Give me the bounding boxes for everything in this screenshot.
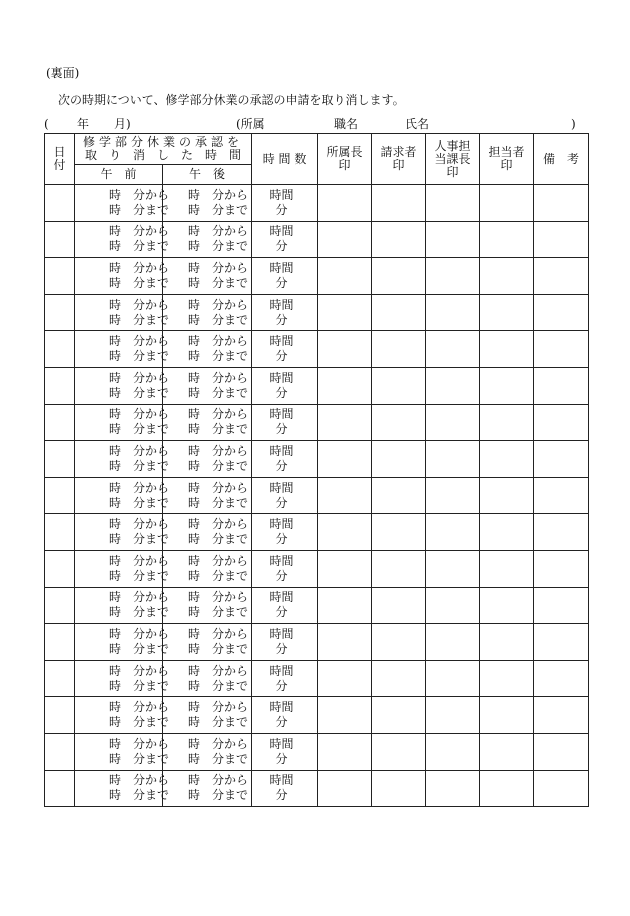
pm-time-cell[interactable]: 時 分から 時 分まで [163, 294, 252, 331]
staff-seal-cell[interactable] [480, 514, 534, 551]
table-row [45, 221, 589, 258]
applicant-info-line [44, 117, 588, 132]
am-time-cell[interactable]: 時 分から 時 分まで [75, 477, 163, 514]
am-time-cell[interactable]: 時 分から 時 分まで [75, 404, 163, 441]
dept-head-seal-cell[interactable] [318, 221, 372, 258]
hr-head-seal-cell[interactable] [426, 258, 480, 295]
staff-seal-cell[interactable] [480, 550, 534, 587]
requester-seal-cell[interactable] [372, 550, 426, 587]
cancellation-table [44, 133, 589, 807]
hr-head-seal-cell[interactable] [426, 770, 480, 807]
am-time-cell[interactable]: 時 分から 時 分まで [75, 514, 163, 551]
header-am: 午 前 [75, 165, 163, 185]
am-time-cell[interactable]: 時 分から 時 分まで [75, 733, 163, 770]
am-time-cell[interactable]: 時 分から 時 分まで [75, 258, 163, 295]
remarks-cell[interactable] [534, 477, 589, 514]
hr-head-seal-cell[interactable] [426, 404, 480, 441]
staff-seal-cell[interactable] [480, 441, 534, 478]
remarks-cell[interactable] [534, 367, 589, 404]
header-hours: 時 間 数 [252, 134, 318, 185]
am-time-cell[interactable]: 時 分から 時 分まで [75, 331, 163, 368]
table-row [45, 587, 589, 624]
remarks-cell[interactable] [534, 185, 589, 222]
hr-head-seal-cell[interactable] [426, 587, 480, 624]
date-cell[interactable] [45, 221, 75, 258]
staff-seal-cell[interactable] [480, 770, 534, 807]
pm-time-cell[interactable]: 時 分から 時 分まで [163, 770, 252, 807]
table-row [45, 514, 589, 551]
hr-head-seal-cell[interactable] [426, 733, 480, 770]
meta-name: 氏名 [405, 117, 430, 131]
requester-seal-cell[interactable] [372, 733, 426, 770]
requester-seal-cell[interactable] [372, 441, 426, 478]
hours-cell[interactable]: 時間 分 [252, 258, 318, 295]
am-time-cell[interactable]: 時 分から 時 分まで [75, 770, 163, 807]
meta-open-paren: ( [44, 117, 49, 131]
staff-seal-cell[interactable] [480, 477, 534, 514]
date-cell[interactable] [45, 258, 75, 295]
hr-head-seal-cell[interactable] [426, 514, 480, 551]
hours-cell[interactable]: 時間 分 [252, 367, 318, 404]
staff-seal-cell[interactable] [480, 185, 534, 222]
hours-cell[interactable]: 時間 分 [252, 331, 318, 368]
dept-head-seal-cell[interactable] [318, 258, 372, 295]
pm-time-cell[interactable]: 時 分から 時 分まで [163, 441, 252, 478]
hours-cell[interactable]: 時間 分 [252, 514, 318, 551]
requester-seal-cell[interactable] [372, 660, 426, 697]
requester-seal-cell[interactable] [372, 258, 426, 295]
table-row [45, 258, 589, 295]
am-time-cell[interactable]: 時 分から 時 分まで [75, 697, 163, 734]
requester-seal-cell[interactable] [372, 404, 426, 441]
am-time-cell[interactable]: 時 分から 時 分まで [75, 185, 163, 222]
header-dept-head: 所属長 印 [318, 134, 372, 185]
date-cell[interactable] [45, 624, 75, 661]
date-cell[interactable] [45, 697, 75, 734]
am-time-cell[interactable]: 時 分から 時 分まで [75, 624, 163, 661]
dept-head-seal-cell[interactable] [318, 770, 372, 807]
am-time-cell[interactable]: 時 分から 時 分まで [75, 587, 163, 624]
date-cell[interactable] [45, 441, 75, 478]
date-cell[interactable] [45, 770, 75, 807]
pm-time-cell[interactable]: 時 分から 時 分まで [163, 587, 252, 624]
date-cell[interactable] [45, 294, 75, 331]
dept-head-seal-cell[interactable] [318, 477, 372, 514]
table-row [45, 185, 589, 222]
remarks-cell[interactable] [534, 514, 589, 551]
dept-head-seal-cell[interactable] [318, 624, 372, 661]
hours-cell[interactable]: 時間 分 [252, 660, 318, 697]
am-time-cell[interactable]: 時 分から 時 分まで [75, 550, 163, 587]
intro-text: 次の時期について、修学部分休業の承認の申請を取り消します。 [58, 93, 405, 107]
remarks-cell[interactable] [534, 697, 589, 734]
am-time-cell[interactable]: 時 分から 時 分まで [75, 294, 163, 331]
remarks-cell[interactable] [534, 294, 589, 331]
am-time-cell[interactable]: 時 分から 時 分まで [75, 660, 163, 697]
dept-head-seal-cell[interactable] [318, 733, 372, 770]
requester-seal-cell[interactable] [372, 331, 426, 368]
hr-head-seal-cell[interactable] [426, 294, 480, 331]
dept-head-seal-cell[interactable] [318, 441, 372, 478]
requester-seal-cell[interactable] [372, 367, 426, 404]
pm-time-cell[interactable]: 時 分から 時 分まで [163, 660, 252, 697]
hr-head-seal-cell[interactable] [426, 331, 480, 368]
hours-cell[interactable]: 時間 分 [252, 587, 318, 624]
remarks-cell[interactable] [534, 660, 589, 697]
requester-seal-cell[interactable] [372, 514, 426, 551]
hours-cell[interactable]: 時間 分 [252, 733, 318, 770]
requester-seal-cell[interactable] [372, 221, 426, 258]
staff-seal-cell[interactable] [480, 367, 534, 404]
hr-head-seal-cell[interactable] [426, 477, 480, 514]
hours-cell[interactable]: 時間 分 [252, 477, 318, 514]
requester-seal-cell[interactable] [372, 624, 426, 661]
header-pm: 午 後 [163, 165, 252, 185]
hours-cell[interactable]: 時間 分 [252, 770, 318, 807]
staff-seal-cell[interactable] [480, 221, 534, 258]
date-cell[interactable] [45, 587, 75, 624]
hr-head-seal-cell[interactable] [426, 550, 480, 587]
pm-time-cell[interactable]: 時 分から 時 分まで [163, 477, 252, 514]
dept-head-seal-cell[interactable] [318, 367, 372, 404]
hr-head-seal-cell[interactable] [426, 660, 480, 697]
header-requester: 請求者 印 [372, 134, 426, 185]
date-cell[interactable] [45, 477, 75, 514]
remarks-cell[interactable] [534, 624, 589, 661]
date-cell[interactable] [45, 733, 75, 770]
requester-seal-cell[interactable] [372, 770, 426, 807]
dept-head-seal-cell[interactable] [318, 587, 372, 624]
header-date: 日 付 [45, 134, 75, 185]
hr-head-seal-cell[interactable] [426, 441, 480, 478]
staff-seal-cell[interactable] [480, 331, 534, 368]
remarks-cell[interactable] [534, 441, 589, 478]
table-row [45, 404, 589, 441]
header-period: 修学部分休業の承認を 取 り 消 し た 時 間 [75, 134, 252, 165]
table-row [45, 624, 589, 661]
date-cell[interactable] [45, 550, 75, 587]
meta-close-paren: ) [571, 117, 576, 131]
table-row [45, 770, 589, 807]
remarks-cell[interactable] [534, 733, 589, 770]
remarks-cell[interactable] [534, 770, 589, 807]
hr-head-seal-cell[interactable] [426, 185, 480, 222]
hours-cell[interactable]: 時間 分 [252, 697, 318, 734]
page-title: (裏面) [46, 66, 80, 80]
pm-time-cell[interactable]: 時 分から 時 分まで [163, 221, 252, 258]
hours-cell[interactable]: 時間 分 [252, 441, 318, 478]
date-cell[interactable] [45, 367, 75, 404]
meta-position: 職名 [334, 117, 359, 131]
date-cell[interactable] [45, 185, 75, 222]
table-row [45, 441, 589, 478]
hours-cell[interactable]: 時間 分 [252, 185, 318, 222]
remarks-cell[interactable] [534, 221, 589, 258]
am-time-cell[interactable]: 時 分から 時 分まで [75, 221, 163, 258]
date-cell[interactable] [45, 331, 75, 368]
meta-month: 月) [114, 117, 131, 131]
header-hr-head: 人事担 当課長 印 [426, 134, 480, 185]
requester-seal-cell[interactable] [372, 697, 426, 734]
dept-head-seal-cell[interactable] [318, 550, 372, 587]
pm-time-cell[interactable]: 時 分から 時 分まで [163, 258, 252, 295]
hours-cell[interactable]: 時間 分 [252, 404, 318, 441]
hr-head-seal-cell[interactable] [426, 367, 480, 404]
remarks-cell[interactable] [534, 587, 589, 624]
staff-seal-cell[interactable] [480, 660, 534, 697]
header-remarks: 備 考 [534, 134, 589, 185]
pm-time-cell[interactable]: 時 分から 時 分まで [163, 624, 252, 661]
header-staff: 担当者 印 [480, 134, 534, 185]
remarks-cell[interactable] [534, 258, 589, 295]
table-row [45, 367, 589, 404]
pm-time-cell[interactable]: 時 分から 時 分まで [163, 697, 252, 734]
staff-seal-cell[interactable] [480, 404, 534, 441]
date-cell[interactable] [45, 660, 75, 697]
remarks-cell[interactable] [534, 331, 589, 368]
table-row [45, 697, 589, 734]
dept-head-seal-cell[interactable] [318, 660, 372, 697]
am-time-cell[interactable]: 時 分から 時 分まで [75, 367, 163, 404]
staff-seal-cell[interactable] [480, 258, 534, 295]
table-row [45, 733, 589, 770]
requester-seal-cell[interactable] [372, 185, 426, 222]
dept-head-seal-cell[interactable] [318, 294, 372, 331]
staff-seal-cell[interactable] [480, 294, 534, 331]
pm-time-cell[interactable]: 時 分から 時 分まで [163, 331, 252, 368]
date-cell[interactable] [45, 404, 75, 441]
pm-time-cell[interactable]: 時 分から 時 分まで [163, 185, 252, 222]
pm-time-cell[interactable]: 時 分から 時 分まで [163, 367, 252, 404]
table-row [45, 477, 589, 514]
hours-cell[interactable]: 時間 分 [252, 221, 318, 258]
dept-head-seal-cell[interactable] [318, 697, 372, 734]
dept-head-seal-cell[interactable] [318, 404, 372, 441]
dept-head-seal-cell[interactable] [318, 331, 372, 368]
pm-time-cell[interactable]: 時 分から 時 分まで [163, 404, 252, 441]
pm-time-cell[interactable]: 時 分から 時 分まで [163, 514, 252, 551]
hours-cell[interactable]: 時間 分 [252, 294, 318, 331]
staff-seal-cell[interactable] [480, 733, 534, 770]
remarks-cell[interactable] [534, 550, 589, 587]
meta-affiliation: (所属 [236, 117, 265, 131]
date-cell[interactable] [45, 514, 75, 551]
table-row [45, 550, 589, 587]
staff-seal-cell[interactable] [480, 697, 534, 734]
staff-seal-cell[interactable] [480, 624, 534, 661]
hours-cell[interactable]: 時間 分 [252, 624, 318, 661]
pm-time-cell[interactable]: 時 分から 時 分まで [163, 550, 252, 587]
am-time-cell[interactable]: 時 分から 時 分まで [75, 441, 163, 478]
hr-head-seal-cell[interactable] [426, 697, 480, 734]
requester-seal-cell[interactable] [372, 294, 426, 331]
requester-seal-cell[interactable] [372, 477, 426, 514]
hours-cell[interactable]: 時間 分 [252, 550, 318, 587]
dept-head-seal-cell[interactable] [318, 185, 372, 222]
hr-head-seal-cell[interactable] [426, 624, 480, 661]
requester-seal-cell[interactable] [372, 587, 426, 624]
staff-seal-cell[interactable] [480, 587, 534, 624]
table-row [45, 331, 589, 368]
table-row [45, 294, 589, 331]
remarks-cell[interactable] [534, 404, 589, 441]
dept-head-seal-cell[interactable] [318, 514, 372, 551]
hr-head-seal-cell[interactable] [426, 221, 480, 258]
meta-year: 年 [77, 117, 90, 131]
table-row [45, 660, 589, 697]
pm-time-cell[interactable]: 時 分から 時 分まで [163, 733, 252, 770]
